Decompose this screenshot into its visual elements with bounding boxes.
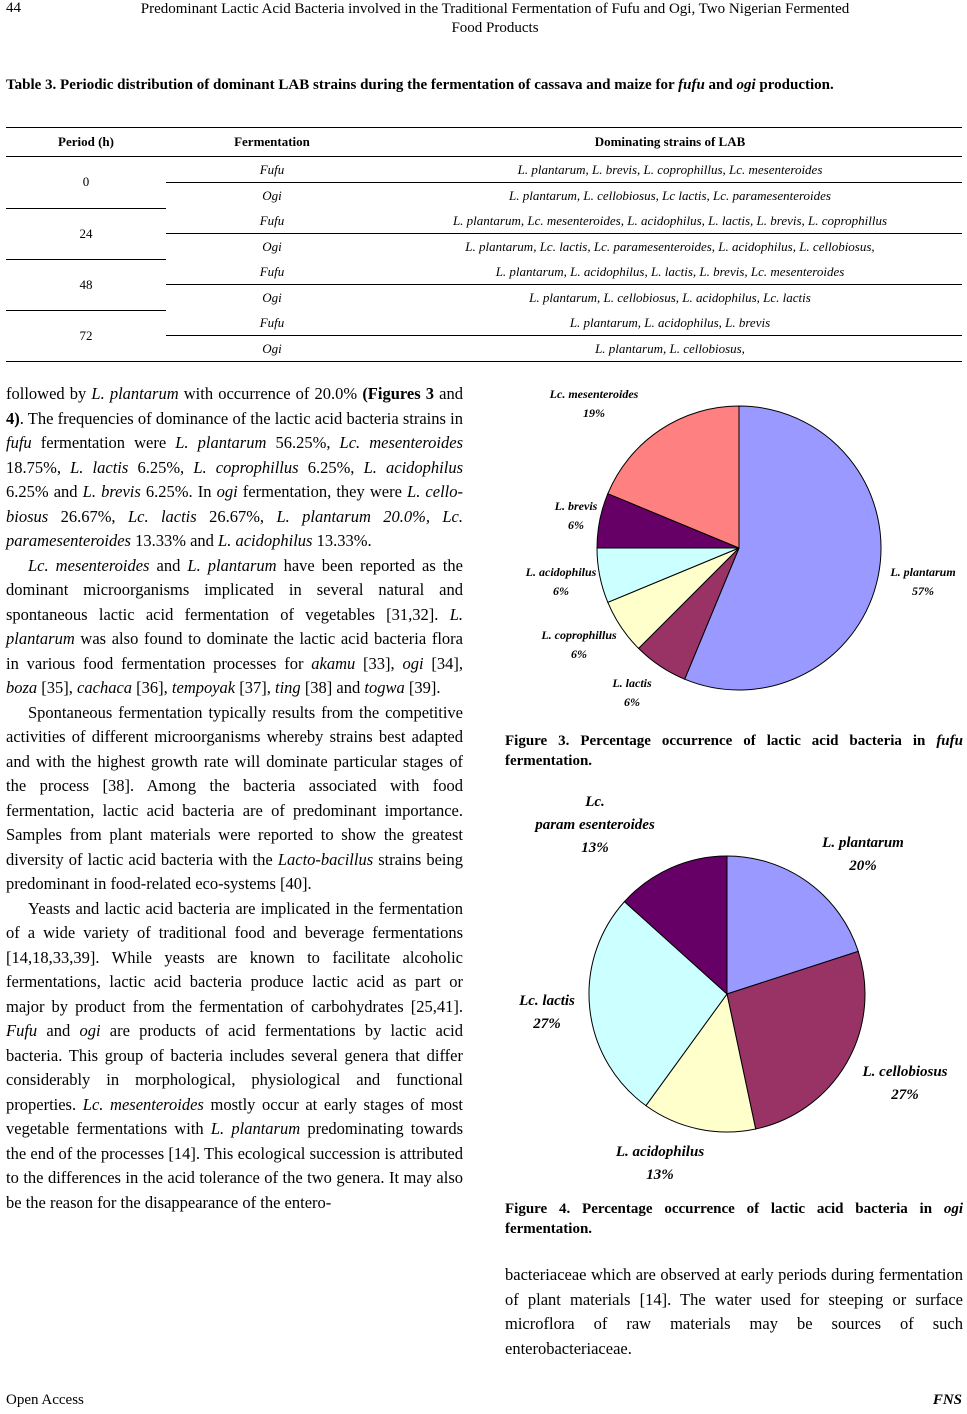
lab-strains-table [6, 127, 962, 362]
period-cell: 48 [6, 259, 166, 310]
strains-cell: L. plantarum, L. cellobiosus, Lc lactis, Lc. paramesenteroides [509, 187, 831, 203]
caption-ogi: ogi [736, 77, 756, 93]
fermentation-cell: Fufu [166, 157, 378, 183]
fermentation-cell: Ogi [262, 187, 282, 203]
fig4-caption: Figure 4. Percentage occurrence of lactic acid bacteria in ogi fermentation. [505, 1201, 963, 1237]
slice-label: L. acidophilus 13% [615, 1144, 705, 1183]
table-caption [6, 75, 962, 95]
slice-value-label: 27% [533, 1016, 561, 1032]
table-row [6, 157, 962, 183]
strains-cell: L. plantarum, L. brevis, L. coprophillus, Lc. mesenteroides [378, 157, 962, 183]
period-cell: 72 [6, 310, 166, 362]
paragraph: Yeasts and lactic acid bacteria are implicated in the fermentation of a wide variety of traditional food and beverage fermentations [14,18,33,39]. While yeasts are known to facilitate alcoholic fermentations, lactic acid bacteria produce lactic acid as part or major by product from the fermentation of carbohydrates [25,41]. Fufu and ogi are products of acid fermentations by lactic acid bacteria. This group of bacteria includes several genera that differ considerably in morphological, physiological and functional properties. Lc. mesenteroides mostly occur at early stages of most vegetable fermentations with L. plantarum predominating towards the end of the processes [14]. This ecological succession is attributed to the differences in the acid tolerance of the two genera. It may also be the reason for the disappearance of the entero- [6, 898, 464, 1212]
slice-value-label: 6% [553, 584, 569, 598]
strains-cell: L. plantarum, Lc. lactis, Lc. paramesenteroides, L. acidophilus, L. cellobiosus, [465, 238, 875, 254]
slice-label: L. plantarum 57% [890, 565, 956, 598]
header-period: Period (h) [6, 128, 166, 157]
slice-label: L. cellobiosus 27% [862, 1064, 948, 1103]
slice-value-label: 13% [646, 1167, 674, 1183]
period-cell: 24 [6, 208, 166, 259]
fermentation-cell: Ogi [262, 238, 282, 254]
slice-value-label: 6% [571, 647, 587, 661]
paragraph: Lc. mesenteroides and L. plantarum have been reported as the dominant microorganisms implicated in several natural and spontaneous lactic acid fermentation of vegetables [31,32]. L. plantarum was also found to dominate the lactic acid bacteria flora in various food fermentation processes for akamu [33], ogi [34], boza [35], cachaca [36], tempoyak [37], ting [38] and togwa [39]. [6, 555, 464, 697]
table-row [6, 259, 962, 285]
slice-label: L. acidophilus 6% [525, 565, 597, 598]
running-title-line2: Food Products [451, 20, 539, 36]
footer-open-access: Open Access [6, 1392, 84, 1408]
slice-label: Lc. mesenteroides 19% [549, 387, 639, 420]
slice-label: L. lactis 6% [612, 676, 652, 709]
fermentation-cell: Ogi [166, 336, 378, 362]
slice-value-label: 27% [891, 1087, 919, 1103]
strains-cell: L. plantarum, L. acidophilus, L. lactis, L. brevis, Lc. mesenteroides [378, 259, 962, 285]
strains-cell: L. plantarum, L. acidophilus, L. brevis [378, 310, 962, 336]
slice-value-label: 57% [912, 584, 934, 598]
left-column-text [6, 382, 463, 1215]
fermentation-cell: Fufu [166, 208, 378, 234]
table-row [6, 310, 962, 336]
strains-cell: L. plantarum, L. cellobiosus, [378, 336, 962, 362]
fermentation-cell: Fufu [166, 259, 378, 285]
period-cell: 0 [6, 157, 166, 209]
running-title [40, 0, 950, 38]
right-column-text [505, 1263, 963, 1361]
caption-text: and [704, 77, 737, 93]
table-row [6, 208, 962, 234]
fig3-caption: Figure 3. Percentage occurrence of lactic acid bacteria in fufu fermentation. [505, 733, 963, 769]
slice-label: L. brevis 6% [554, 499, 598, 532]
fermentation-cell: Fufu [166, 310, 378, 336]
footer-journal: FNS [932, 1392, 962, 1408]
slice-value-label: 20% [849, 858, 877, 874]
page-number: 44 [6, 0, 21, 16]
paragraph: followed by L. plantarum with occurrence of 20.0% (Figures 3 and 4). The frequencies of dominance of the lactic acid bacteria strains in fufu fermentation were L. plantarum 56.25%, Lc. mesenteroides 18.75%, L. lactis 6.25%, L. coprophillus 6.25%, L. acidophilus 6.25% and L. brevis 6.25%. In ogi fermentation, they were L. cello-biosus 26.67%, Lc. lactis 26.67%, L. plantarum 20.0%, Lc. paramesenteroides 13.33% and L. acidophilus 13.33%. [6, 384, 464, 550]
slice-value-label: 19% [583, 406, 605, 420]
slice-value-label: 6% [568, 518, 584, 532]
header-strains: Dominating strains of LAB [378, 128, 962, 157]
running-title-line1: Predominant Lactic Acid Bacteria involved in the Traditional Fermentation of Fufu and Ogi, Two Nigerian Fermented [140, 1, 850, 17]
slice-label: L. plantarum 20% [822, 835, 904, 874]
slice-label: Lc. lactis 27% [519, 993, 575, 1032]
caption-text: Table 3. Periodic distribution of dominant LAB strains during the fermentation of cassava and maize for [6, 77, 679, 93]
slice-value-label: 6% [624, 695, 640, 709]
strains-cell: L. plantarum, Lc. mesenteroides, L. acidophilus, L. lactis, L. brevis, L. coprophillus [378, 208, 962, 234]
table-header-row [6, 128, 962, 157]
fermentation-cell: Ogi [262, 289, 282, 305]
fig4-pie-chart [505, 785, 963, 1190]
paragraph: Spontaneous fermentation typically results from the competitive activities of different microorganisms whereby strains best adapted and with the highest growth rate will dominate particular stages of the process [38]. Among the bacteria associated with food fermentation, lactic acid bacteria are of predominant importance. Samples from plant materials were reported to show the greatest diversity of lactic acid bacteria with the Lacto-bacillus strains being predominant in food-related eco-systems [40]. [6, 702, 463, 893]
slice-label: L. coprophillus 6% [541, 628, 617, 661]
header-fermentation: Fermentation [166, 128, 378, 157]
slice-value-label: 13% [581, 840, 609, 856]
caption-fufu: fufu [678, 77, 705, 93]
caption-text: production. [755, 77, 834, 93]
slice-label: Lc. param esenteroides 13% [535, 794, 655, 856]
fig3-pie-chart [505, 380, 963, 715]
strains-cell: L. plantarum, L. cellobiosus, L. acidophilus, Lc. lactis [529, 289, 811, 305]
paragraph: bacteriaceae which are observed at early periods during fermentation of plant materials [14]. The water used for steeping or surface microflora of raw materials may be sources of such enterobacteriaceae. [505, 1265, 963, 1358]
